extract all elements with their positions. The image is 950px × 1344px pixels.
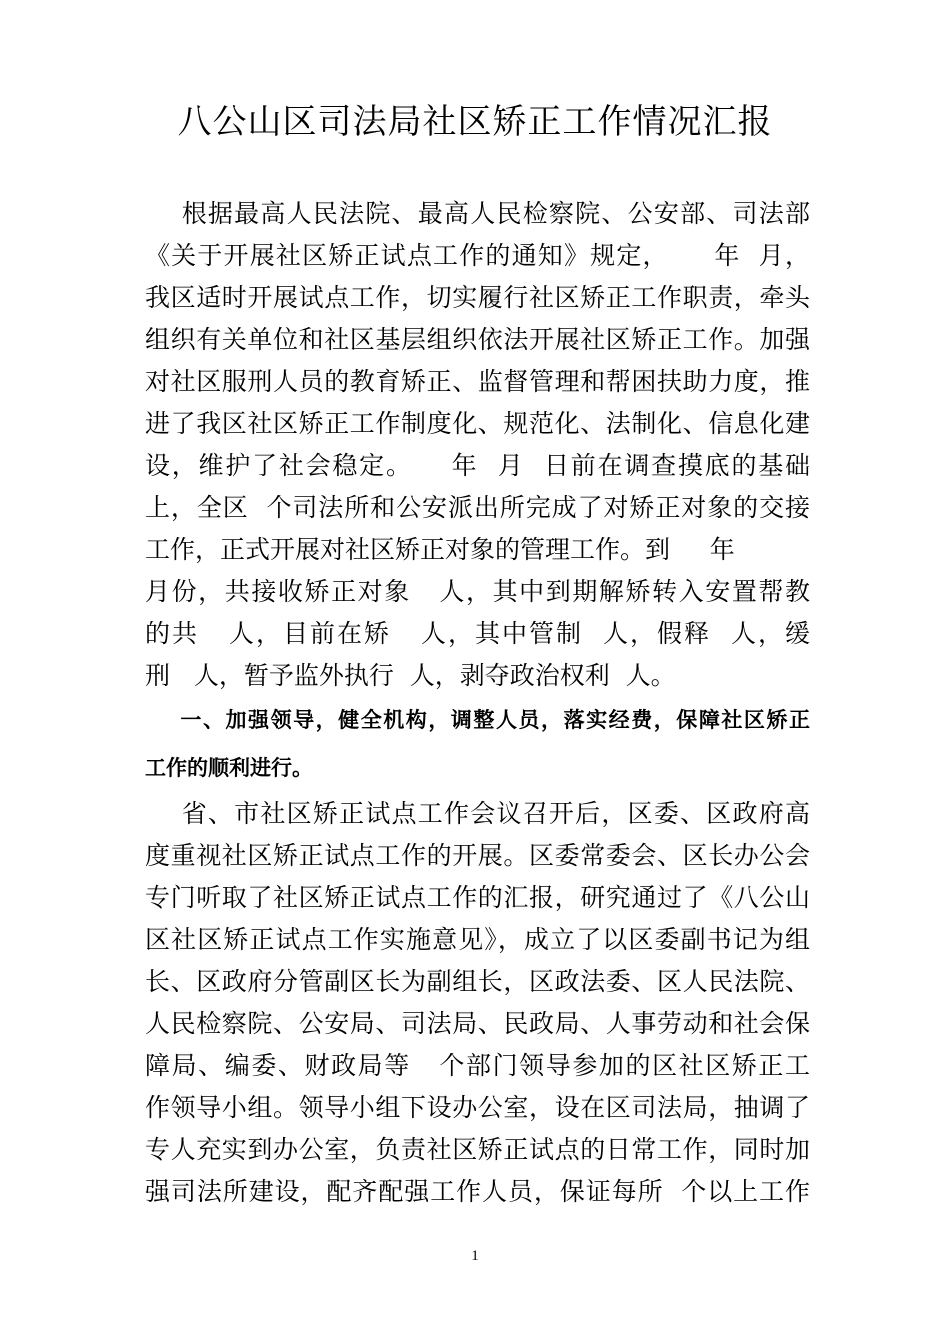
paragraph-line: 根据最高人民法院、最高人民检察院、公安部、司法部 (145, 199, 810, 228)
paragraph-line: 人民检察院、公安局、司法局、民政局、人事劳动和社会保 (145, 1009, 810, 1038)
paragraph-line: 进了我区社区矫正工作制度化、规范化、法制化、信息化建 (145, 409, 810, 438)
paragraph-line: 上，全区 个司法所和公安派出所完成了对矫正对象的交接 (145, 493, 810, 522)
paragraph-line: 障局、编委、财政局等 个部门领导参加的区社区矫正工 (145, 1051, 810, 1080)
section-heading-line: 工作的顺利进行。 (145, 756, 313, 780)
paragraph-line: 作领导小组。领导小组下设办公室，设在区司法局，抽调了 (145, 1093, 810, 1122)
paragraph-line: 我区适时开展试点工作，切实履行社区矫正工作职责，牵头 (145, 283, 810, 312)
page-number: 1 (471, 1248, 479, 1264)
paragraph-line: 长、区政府分管副区长为副组长，区政法委、区人民法院、 (145, 967, 810, 996)
paragraph-line: 对社区服刑人员的教育矫正、监督管理和帮困扶助力度，推 (145, 367, 810, 396)
section-heading-line: 一、加强领导，健全机构，调整人员，落实经费，保障社区矫正 (145, 708, 810, 732)
paragraph-line: 专人充实到办公室，负责社区矫正试点的日常工作，同时加 (145, 1135, 810, 1164)
paragraph-line: 的共 人，目前在矫 人，其中管制 人，假释 人，缓 (145, 619, 810, 648)
paragraph-line: 区社区矫正试点工作实施意见》，成立了以区委副书记为组 (145, 925, 810, 954)
paragraph-line: 专门听取了社区矫正试点工作的汇报，研究通过了《八公山 (145, 883, 810, 912)
paragraph-line: 省、市社区矫正试点工作会议召开后，区委、区政府高 (145, 799, 810, 828)
paragraph-line: 度重视社区矫正试点工作的开展。区委常委会、区长办公会 (145, 841, 810, 870)
paragraph-line: 组织有关单位和社区基层组织依法开展社区矫正工作。加强 (145, 325, 810, 354)
paragraph-line: 强司法所建设，配齐配强工作人员，保证每所 个以上工作 (145, 1177, 810, 1206)
paragraph-line: 刑 人，暂予监外执行 人，剥夺政治权利 人。 (145, 661, 676, 690)
paragraph-line: 设，维护了社会稳定。 年 月 日前在调查摸底的基础 (145, 451, 810, 480)
document-title: 八公山区司法局社区矫正工作情况汇报 (177, 102, 773, 142)
paragraph-line: 工作，正式开展对社区矫正对象的管理工作。到 年 (145, 535, 735, 564)
paragraph-line: 月份，共接收矫正对象 人，其中到期解矫转入安置帮教 (145, 577, 810, 606)
paragraph-line: 《关于开展社区矫正试点工作的通知》规定， 年 月， (145, 241, 810, 270)
